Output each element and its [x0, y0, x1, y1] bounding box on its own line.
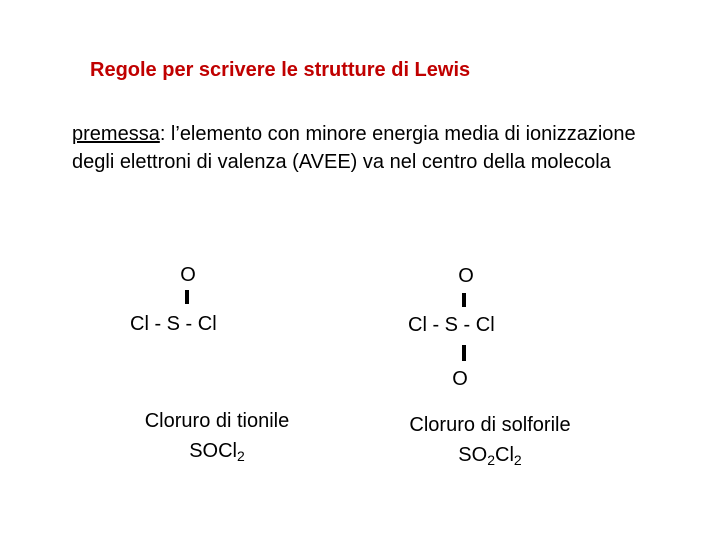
- right-formula-subscript-2: 2: [513, 452, 522, 468]
- right-top-oxygen: O: [458, 265, 474, 287]
- right-formula-part-a: SO: [458, 444, 488, 466]
- right-molecule-formula: [375, 440, 605, 470]
- left-s-o-bond: [185, 290, 189, 304]
- left-molecule-name: Cloruro di tionile: [144, 410, 290, 432]
- right-cl-s-cl: Cl - S - Cl: [408, 314, 495, 336]
- left-top-oxygen: O: [180, 264, 196, 286]
- right-s-o-bottom-bond: [462, 345, 466, 361]
- right-formula-part-b: Cl: [495, 444, 514, 466]
- premise-text: : l’elemento con minore energia media di ionizzazione degli elettroni di valenza (AVEE) va nel centro della molecola: [72, 123, 636, 173]
- left-cl-s-cl: Cl - S - Cl: [130, 313, 217, 335]
- left-formula-part: SOCl: [189, 440, 237, 462]
- premise-paragraph: [72, 120, 672, 176]
- right-s-o-top-bond: [462, 293, 466, 307]
- right-formula-subscript-1: 2: [487, 452, 495, 468]
- right-bottom-oxygen: O: [452, 368, 468, 390]
- slide-title: Regole per scrivere le strutture di Lewis: [90, 59, 471, 81]
- right-molecule-name: Cloruro di solforile: [409, 414, 571, 436]
- left-formula-subscript: 2: [237, 448, 245, 464]
- left-molecule-formula: [112, 436, 322, 466]
- premise-label: premessa: [72, 123, 160, 145]
